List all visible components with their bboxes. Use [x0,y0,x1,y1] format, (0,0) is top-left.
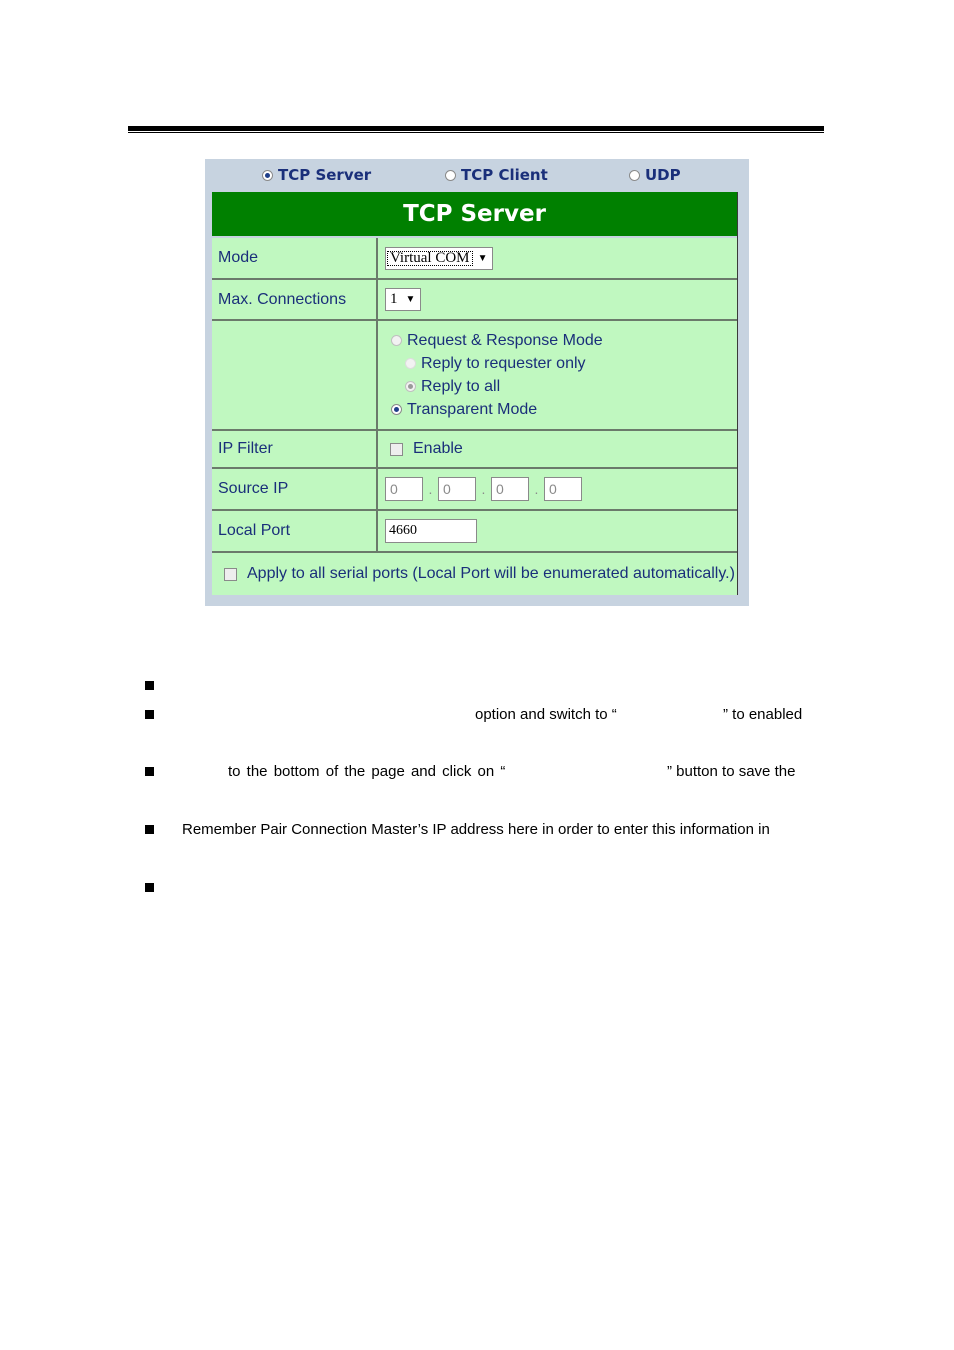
request-response-option[interactable] [385,329,603,352]
ip-filter-checkbox[interactable] [390,443,403,456]
ip-separator: . [534,481,539,497]
reply-all-label: Reply to all [421,377,501,395]
radio-icon[interactable] [262,170,273,181]
udp-label: UDP [645,166,681,184]
source-ip-octet-3[interactable]: 0 [491,477,529,501]
mode-label: Mode [212,238,378,278]
radio-icon[interactable] [391,335,402,346]
tcp-server-label: TCP Server [278,166,372,184]
instruction-line-2b: ” to enabled [723,706,803,723]
max-connections-label: Max. Connections [212,280,378,319]
local-port-input[interactable]: 4660 [385,519,477,543]
apply-all-row [212,553,737,595]
source-ip-octet-2[interactable]: 0 [438,477,476,501]
table-title: TCP Server [212,192,737,238]
chevron-down-icon[interactable]: ▼ [477,252,488,264]
response-mode-row [212,321,737,431]
instruction-line-2a: option and switch to “ [475,706,617,723]
ip-filter-row [212,431,737,469]
tcp-server-option[interactable] [262,166,371,184]
tcp-client-option[interactable] [445,166,548,184]
header-rule [128,126,824,131]
bullet-icon [145,710,154,719]
transparent-option[interactable] [385,398,537,421]
reply-requester-label: Reply to requester only [421,354,586,372]
local-port-label: Local Port [212,511,378,551]
apply-all-label: Apply to all serial ports (Local Port will be enumerated automatically.) [247,565,735,582]
max-connections-row [212,280,737,321]
udp-option[interactable] [629,166,681,184]
bullet-icon [145,825,154,834]
header-rule-thin [128,132,824,133]
source-ip-label: Source IP [212,469,378,509]
radio-icon[interactable] [405,358,416,369]
radio-icon[interactable] [405,381,416,392]
mode-select[interactable] [385,247,493,270]
ip-separator: . [481,481,486,497]
bullet-icon [145,767,154,776]
bullet-icon [145,883,154,892]
tcp-settings-panel [205,159,749,606]
ip-filter-enable-label: Enable [413,440,463,457]
instruction-line-3a: to the bottom of the page and click on “ [228,763,506,780]
radio-icon[interactable] [445,170,456,181]
tcp-client-label: TCP Client [461,166,548,184]
source-ip-row [212,469,737,511]
request-response-label: Request & Response Mode [407,331,603,349]
reply-requester-option[interactable] [385,352,586,375]
instruction-line-3b: ” button to save the [667,763,796,780]
instruction-line-4: Remember Pair Connection Master’s IP address here in order to enter this information in [182,821,770,838]
source-ip-octet-4[interactable]: 0 [544,477,582,501]
apply-all-checkbox[interactable] [224,568,237,581]
ip-filter-label: IP Filter [212,431,378,467]
transparent-label: Transparent Mode [407,400,538,418]
reply-all-option[interactable] [385,375,500,398]
chevron-down-icon[interactable]: ▼ [405,294,416,305]
local-port-row [212,511,737,553]
radio-icon[interactable] [629,170,640,181]
max-connections-value: 1 [390,291,398,307]
max-connections-select[interactable] [385,288,421,311]
ip-separator: . [428,481,433,497]
radio-icon[interactable] [391,404,402,415]
mode-selector [205,166,749,188]
mode-row [212,238,737,280]
response-mode-label-empty [212,321,378,429]
mode-select-value: Virtual COM [386,250,474,267]
bullet-icon [145,681,154,690]
settings-table [212,192,738,595]
source-ip-octet-1[interactable]: 0 [385,477,423,501]
